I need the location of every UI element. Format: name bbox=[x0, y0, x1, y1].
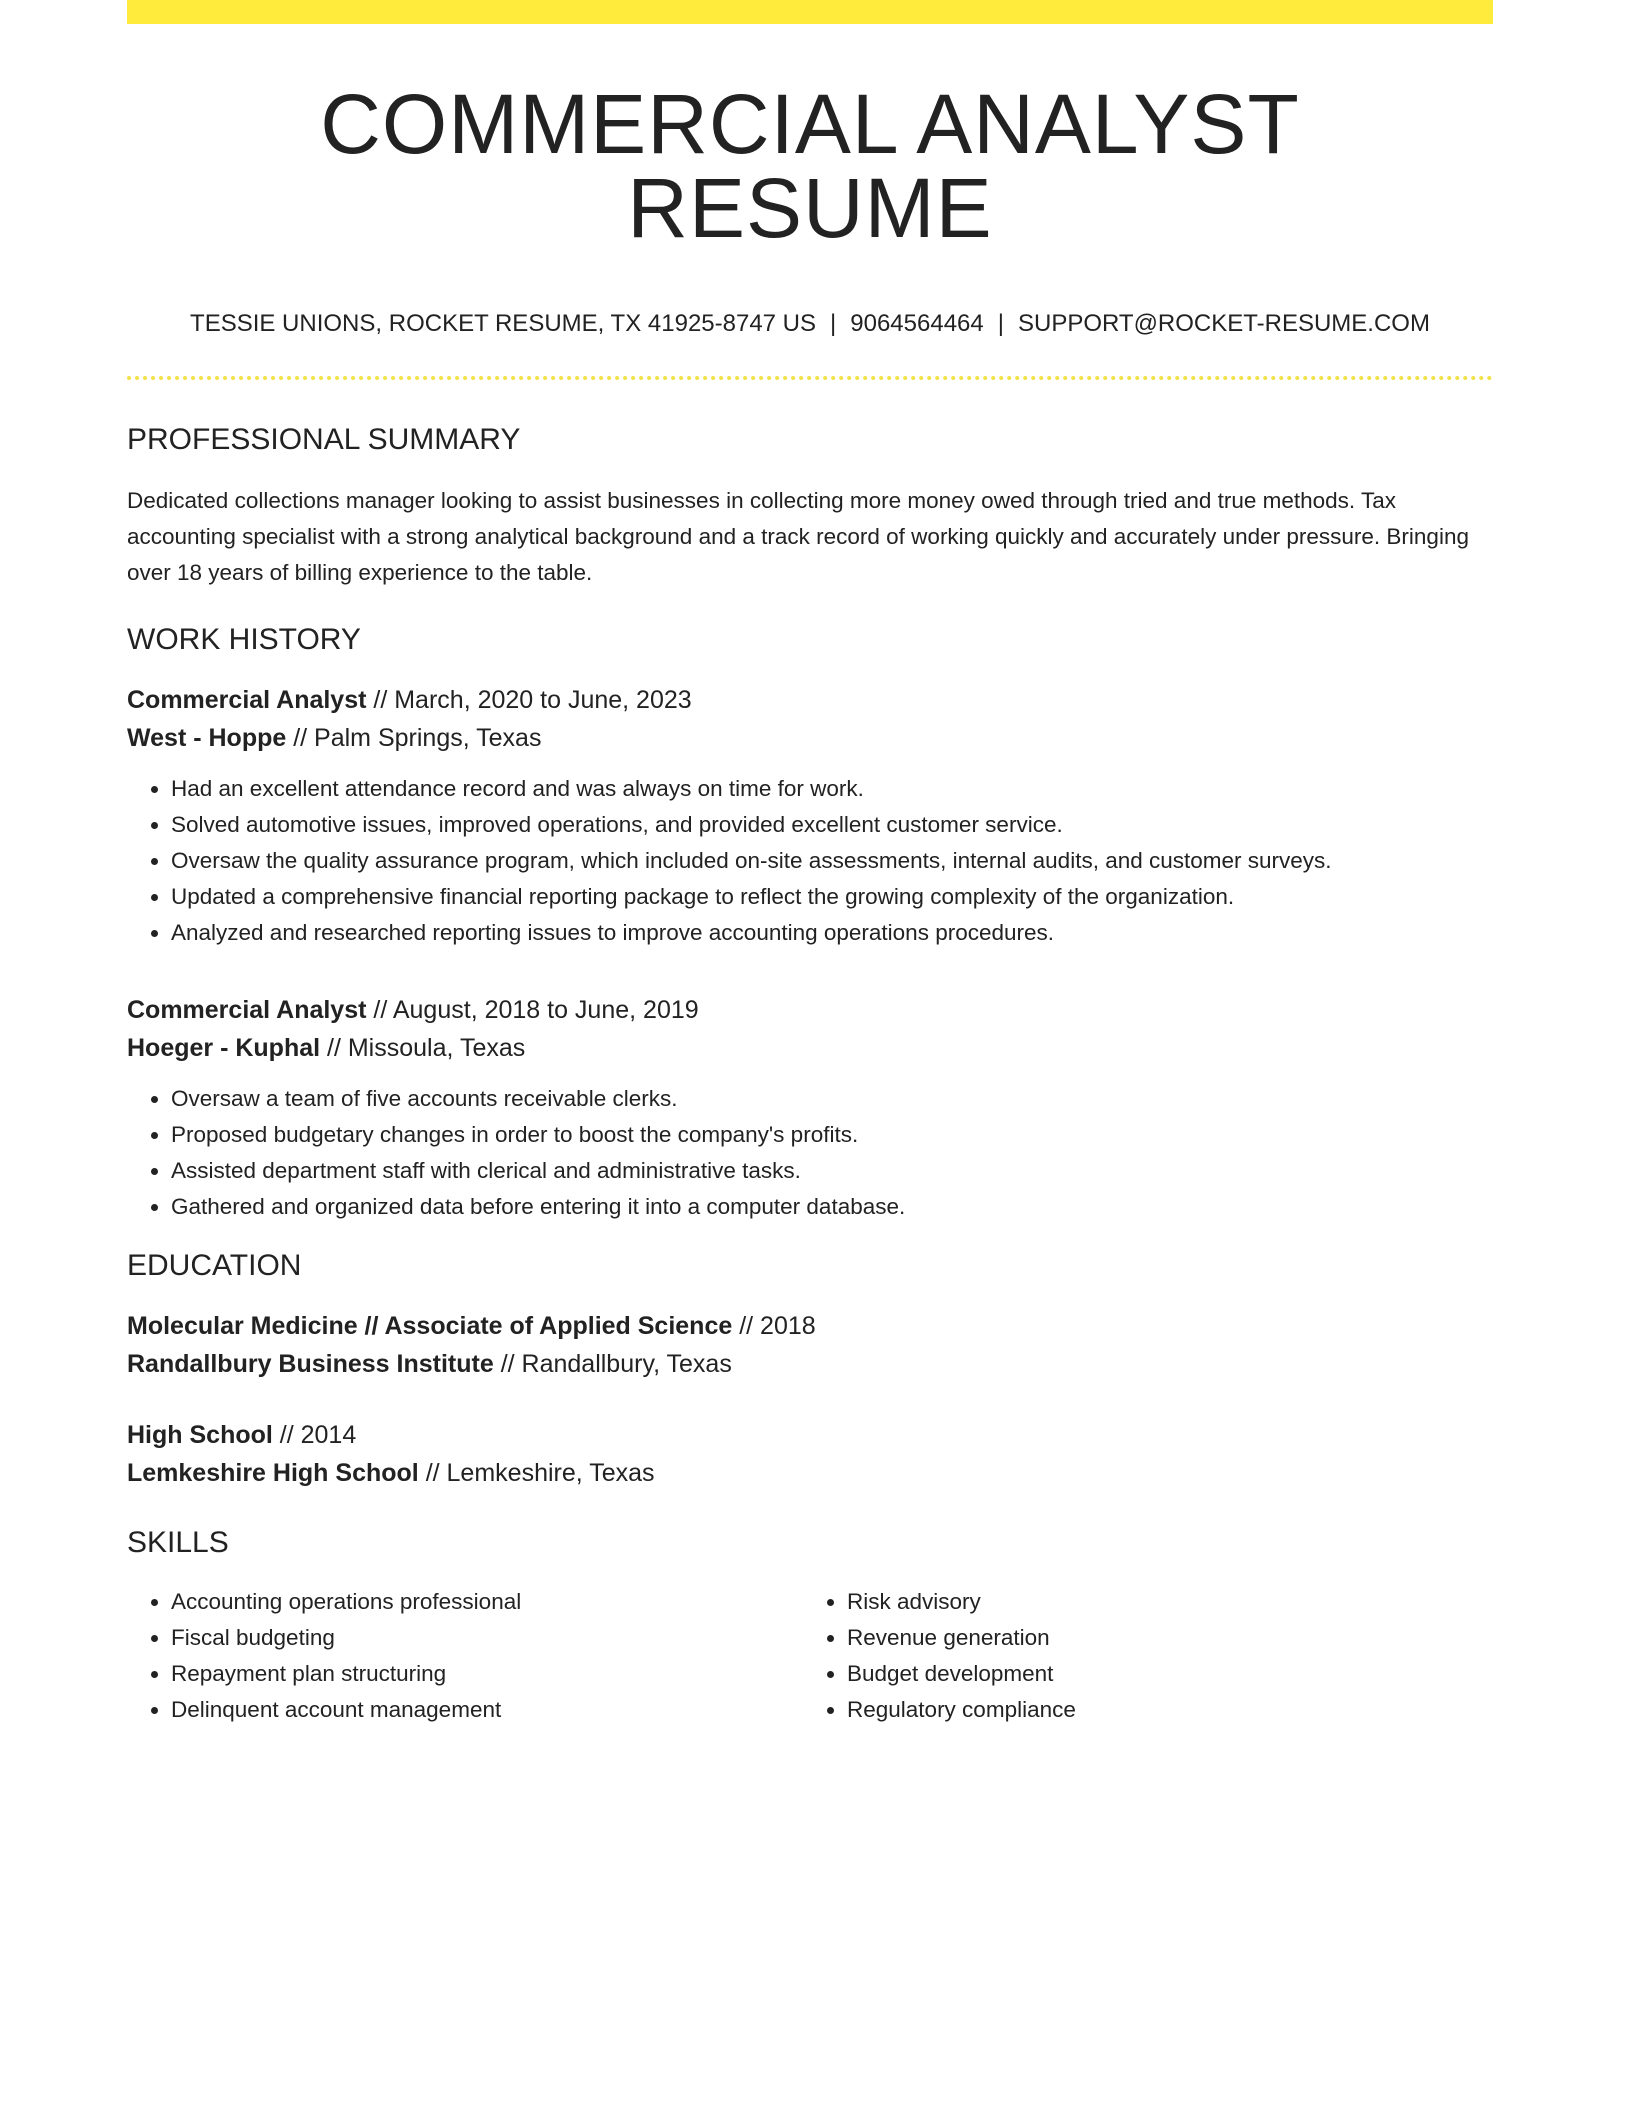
education-school-line bbox=[127, 1345, 1493, 1383]
contact-email: SUPPORT@ROCKET-RESUME.COM bbox=[1017, 310, 1430, 337]
job-company-line bbox=[127, 1029, 1493, 1067]
education-location: // Randallbury, Texas bbox=[493, 1350, 732, 1378]
job-location: // Palm Springs, Texas bbox=[286, 724, 542, 752]
education-entry bbox=[127, 1307, 1493, 1383]
education-heading: EDUCATION bbox=[127, 1249, 302, 1282]
job-bullet: • Assisted department staff with clerical and administrative tasks. bbox=[171, 1153, 1493, 1189]
contact-address: TESSIE UNIONS, ROCKET RESUME, TX 41925-8747 US bbox=[190, 310, 817, 337]
education-location: // Lemkeshire, Texas bbox=[418, 1459, 655, 1487]
skill-item: • Regulatory compliance bbox=[847, 1692, 1477, 1728]
job-bullet: • Gathered and organized data before entering it into a computer database. bbox=[171, 1189, 1493, 1225]
skills-heading: SKILLS bbox=[127, 1526, 229, 1559]
job-role: Commercial Analyst bbox=[127, 686, 367, 714]
education-degree-line bbox=[127, 1307, 1493, 1345]
job-bullets bbox=[127, 771, 1493, 951]
education-entry bbox=[127, 1416, 1493, 1492]
education-year: // 2018 bbox=[732, 1312, 816, 1340]
skill-item: • Budget development bbox=[847, 1656, 1477, 1692]
job-dates: // March, 2020 to June, 2023 bbox=[366, 686, 692, 714]
job-company: West - Hoppe bbox=[127, 724, 287, 752]
resume-title: COMMERCIAL ANALYST RESUME bbox=[320, 77, 1300, 255]
education-degree: Molecular Medicine // Associate of Applied Science bbox=[127, 1312, 733, 1340]
skill-item: • Repayment plan structuring bbox=[171, 1656, 801, 1692]
job-entry bbox=[127, 991, 1493, 1225]
skill-item: • Risk advisory bbox=[847, 1584, 1477, 1620]
skill-item: • Delinquent account management bbox=[171, 1692, 801, 1728]
job-company-line bbox=[127, 719, 1493, 757]
contact-line bbox=[127, 312, 1493, 336]
job-company: Hoeger - Kuphal bbox=[127, 1034, 321, 1062]
job-role-line bbox=[127, 681, 1493, 719]
accent-bar bbox=[127, 0, 1493, 24]
summary-text: Dedicated collections manager looking to assist businesses in collecting more money owed through tried and true methods. Tax accounting specialist with a strong analytical background and a track record of working quickly and accurately under pressure. Bringing over 18 years of billing experience to the table. bbox=[127, 488, 1469, 585]
education-year: // 2014 bbox=[272, 1421, 357, 1449]
job-bullet: • Analyzed and researched reporting issues to improve accounting operations procedures. bbox=[171, 915, 1493, 951]
education-degree: High School bbox=[127, 1421, 273, 1449]
skills-list bbox=[127, 1584, 1493, 1728]
skills-column-right bbox=[801, 1584, 1477, 1728]
job-bullet: • Proposed budgetary changes in order to boost the company's profits. bbox=[171, 1117, 1493, 1153]
job-bullet: • Oversaw a team of five accounts receivable clerks. bbox=[171, 1081, 1493, 1117]
contact-separator: | bbox=[830, 310, 837, 337]
job-role-line bbox=[127, 991, 1493, 1029]
job-bullet: • Oversaw the quality assurance program, which included on-site assessments, internal audits, and customer surveys. bbox=[171, 843, 1493, 879]
job-bullets bbox=[127, 1081, 1493, 1225]
education-school: Lemkeshire High School bbox=[127, 1459, 419, 1487]
skill-item: • Accounting operations professional bbox=[171, 1584, 801, 1620]
job-location: // Missoula, Texas bbox=[320, 1034, 526, 1062]
job-bullet: • Solved automotive issues, improved operations, and provided excellent customer service. bbox=[171, 807, 1493, 843]
work-history-heading: WORK HISTORY bbox=[127, 623, 361, 656]
education-school-line bbox=[127, 1454, 1493, 1492]
job-role: Commercial Analyst bbox=[127, 996, 367, 1024]
contact-phone: 9064564464 bbox=[850, 310, 984, 337]
resume-page bbox=[127, 0, 1493, 1728]
education-school: Randallbury Business Institute bbox=[127, 1350, 494, 1378]
job-bullet: • Updated a comprehensive financial reporting package to reflect the growing complexity of the organization. bbox=[171, 879, 1493, 915]
skill-item: • Fiscal budgeting bbox=[171, 1620, 801, 1656]
job-entry bbox=[127, 681, 1493, 951]
education-degree-line bbox=[127, 1416, 1493, 1454]
skill-item: • Revenue generation bbox=[847, 1620, 1477, 1656]
skills-column-left bbox=[127, 1584, 801, 1728]
summary-heading: PROFESSIONAL SUMMARY bbox=[127, 423, 521, 456]
job-bullet: • Had an excellent attendance record and was always on time for work. bbox=[171, 771, 1493, 807]
job-dates: // August, 2018 to June, 2019 bbox=[366, 996, 699, 1024]
dotted-divider bbox=[127, 376, 1493, 380]
contact-separator: | bbox=[997, 310, 1004, 337]
